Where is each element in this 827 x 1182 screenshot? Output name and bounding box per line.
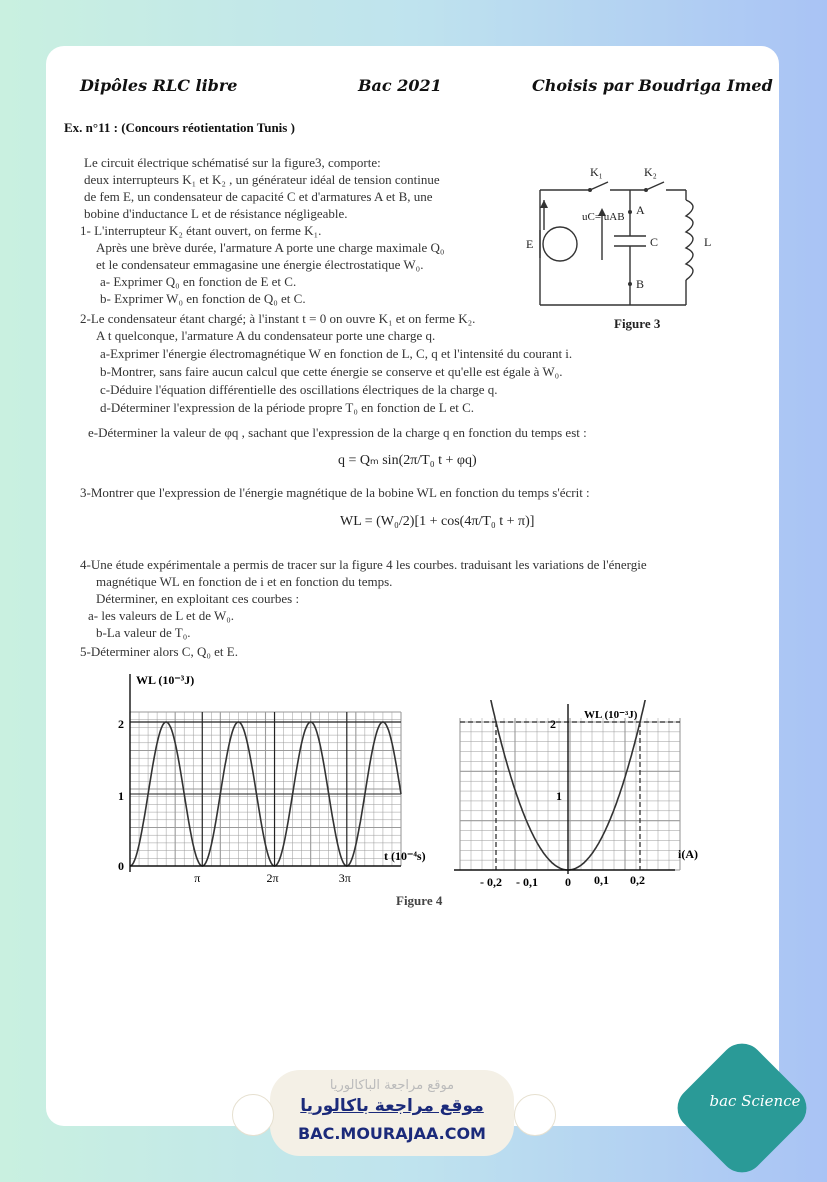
- chart1-ytick: 1: [118, 789, 124, 803]
- body-line: e-Déterminer la valeur de φq , sachant que l'expression de la charge q en fonction du temps est :: [88, 425, 587, 440]
- figure4-caption: Figure 4: [396, 893, 443, 908]
- footer-arabic-link[interactable]: موقع مراجعة باكالوريا: [300, 1096, 484, 1116]
- chart2-xtick: 0,1: [594, 873, 609, 887]
- body-line: 5-Déterminer alors C, Q₀ et E.: [80, 644, 238, 659]
- body-line: c-Déduire l'équation différentielle des oscillations électriques de la charge q.: [100, 382, 498, 397]
- body-line: A t quelconque, l'armature A du condensateur porte une charge q.: [96, 328, 436, 343]
- figure3-caption: Figure 3: [614, 316, 661, 331]
- body-line: 4-Une étude expérimentale a permis de tracer sur la figure 4 les courbes. traduisant les variations de l'énergie: [80, 557, 647, 572]
- c-label: C: [650, 235, 659, 249]
- body-line: b-La valeur de T₀.: [96, 625, 191, 640]
- exercise-title: Ex. n°11 : (Concours réotientation Tunis ): [64, 120, 295, 135]
- chart1-ytick: 2: [118, 717, 124, 731]
- body-line: Le circuit électrique schématisé sur la figure3, comporte:: [84, 155, 381, 170]
- chart2-ytick: 1: [556, 789, 562, 803]
- footer-site-link[interactable]: BAC.MOURAJAA.COM: [298, 1124, 486, 1143]
- e-label: E: [526, 237, 534, 251]
- chart1-xtick: 3π: [338, 871, 351, 885]
- chart1-xlabel: t (10⁻⁴s): [384, 849, 426, 863]
- body-line: Après une brève durée, l'armature A porte une charge maximale Q₀: [96, 240, 445, 255]
- body-line: b- Exprimer W₀ en fonction de Q₀ et C.: [100, 291, 306, 306]
- arrow-icon: [540, 200, 548, 208]
- body-line: a-Exprimer l'énergie électromagnétique W en fonction de L, C, q et l'intensité du courant i.: [100, 346, 573, 361]
- body-line: 3-Montrer que l'expression de l'énergie magnétique de la bobine WL en fonction du temps s'écrit :: [80, 485, 590, 500]
- chart1-xtick: π: [194, 871, 201, 885]
- chart2-xtick: 0,2: [630, 873, 645, 887]
- body-line: et le condensateur emmagasine une énergie électrostatique W₀.: [96, 257, 424, 272]
- body-line: a- Exprimer Q₀ en fonction de E et C.: [100, 274, 297, 289]
- l-label: L: [704, 235, 712, 249]
- bac-logo-text: bac Science: [709, 1092, 801, 1110]
- chart2-xtick: - 0,1: [516, 875, 538, 889]
- chart2-xtick: 0: [565, 875, 571, 889]
- chart1-ytick: 0: [118, 859, 124, 873]
- site-logo-icon: [514, 1094, 556, 1136]
- energy-formula: WL = (W₀/2)[1 + cos(4π/T₀ t + π)]: [340, 514, 535, 529]
- body-line: magnétique WL en fonction de i et en fonction du temps.: [96, 574, 393, 589]
- body-line: bobine d'inductance L et de résistance négligeable.: [84, 206, 348, 221]
- body-line: d-Déterminer l'expression de la période propre T₀ en fonction de L et C.: [100, 400, 474, 415]
- body-line: 2-Le condensateur étant chargé; à l'instant t = 0 on ouvre K₁ et on ferme K₂.: [80, 311, 476, 326]
- body-line: de fem E, un condensateur de capacité C et d'armatures A et B, une: [84, 189, 433, 204]
- energy-current-chart: [450, 700, 715, 895]
- chart2-ytick: 2: [550, 717, 556, 731]
- chart1-ylabel: WL (10⁻³J): [136, 673, 195, 687]
- k2-label: K₂: [644, 165, 657, 179]
- header-right: Choisis par Boudriga Imed: [532, 76, 773, 95]
- k1-label: K₁: [590, 165, 603, 179]
- bac-logo-letter: b: [686, 1068, 695, 1084]
- chart1-xtick: 2π: [266, 871, 279, 885]
- chart2-xtick: - 0,2: [480, 875, 502, 889]
- b-label: B: [636, 277, 645, 291]
- header-center: Bac 2021: [358, 76, 442, 95]
- body-line: a- les valeurs de L et de W₀.: [88, 608, 235, 623]
- charge-formula: q = Qₘ sin(2π/T₀ t + φq): [338, 453, 477, 468]
- footer-faint-text: موقع مراجعة الباكالوريا: [329, 1078, 455, 1093]
- body-line: 1- L'interrupteur K₂ étant ouvert, on ferme K₁.: [80, 223, 322, 238]
- body-line: deux interrupteurs K₁ et K₂ , un générateur idéal de tension continue: [84, 172, 440, 187]
- chart2-ylabel: WL (10⁻³J): [584, 709, 638, 721]
- body-line: Déterminer, en exploitant ces courbes :: [96, 591, 300, 606]
- uc-label: uC= uAB: [582, 211, 625, 223]
- header-left: Dipôles RLC libre: [80, 76, 238, 95]
- a-label: A: [636, 203, 645, 217]
- chart2-xlabel: i(A): [678, 847, 698, 861]
- energy-time-chart: [96, 668, 436, 888]
- body-line: b-Montrer, sans faire aucun calcul que cette énergie se conserve et qu'elle est égale à W₀.: [100, 364, 563, 379]
- site-logo-icon: [232, 1094, 274, 1136]
- circuit-diagram: [518, 160, 738, 335]
